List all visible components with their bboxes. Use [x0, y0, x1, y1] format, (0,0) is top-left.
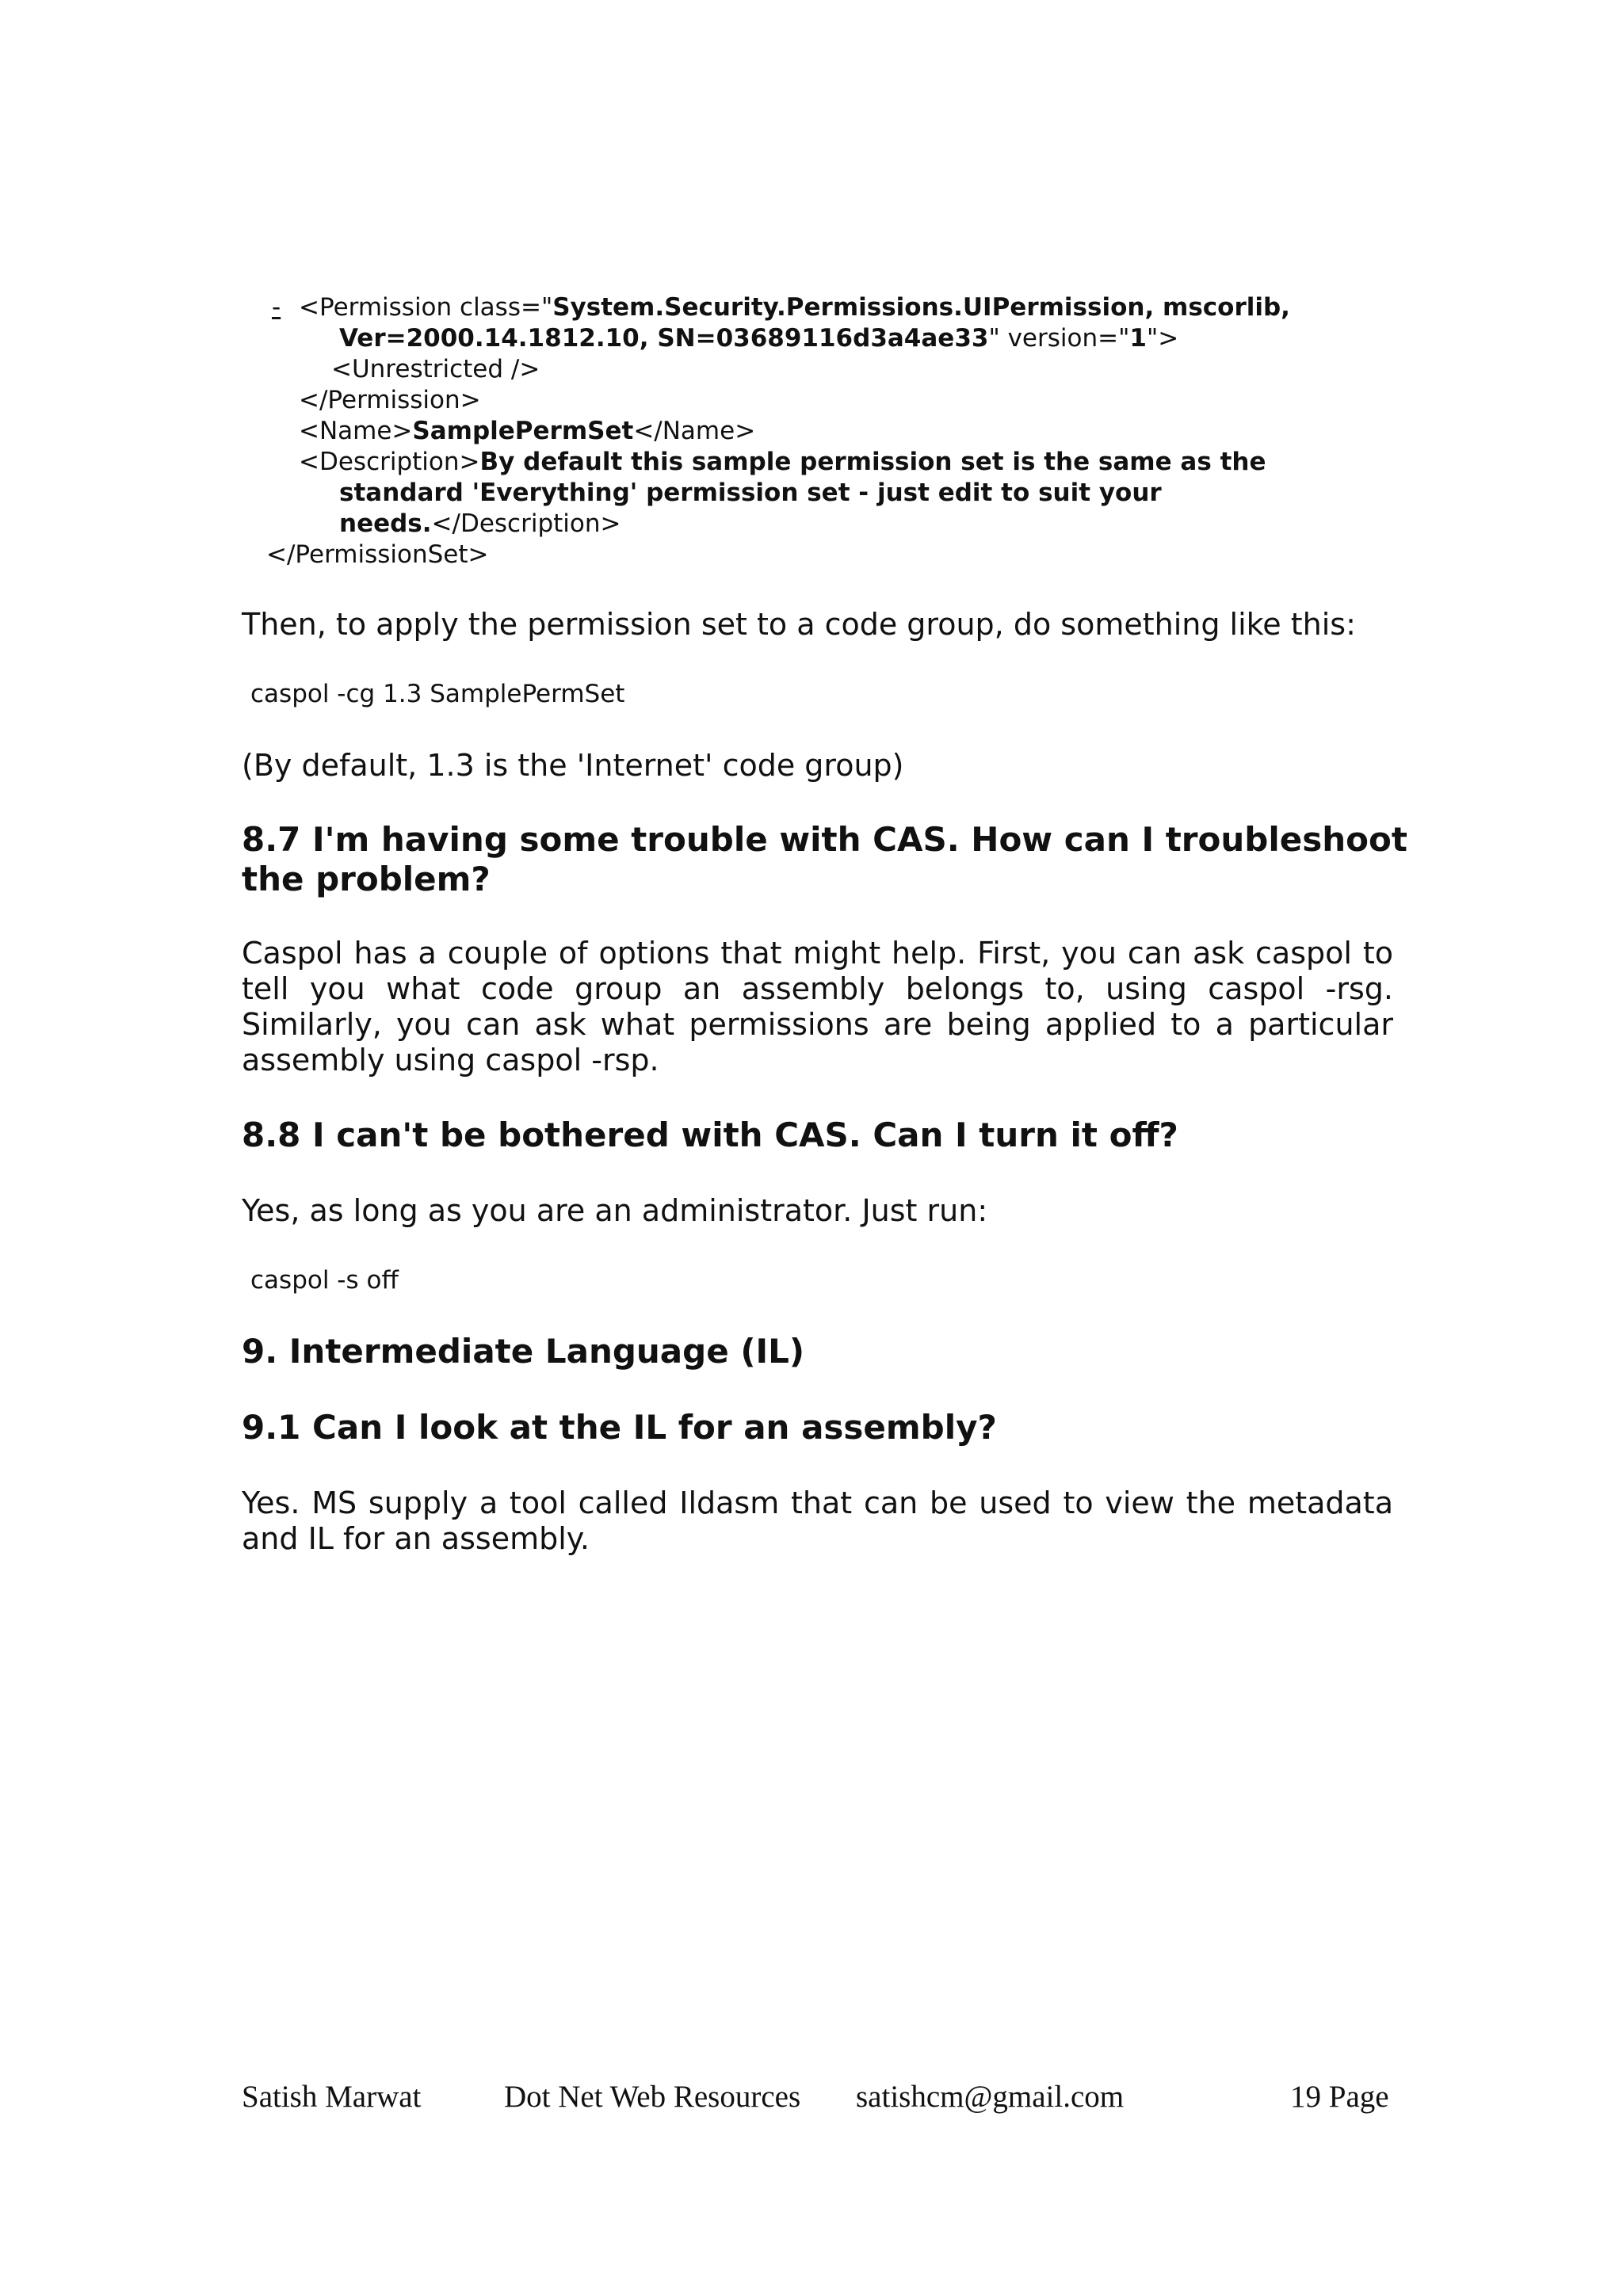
- paragraph-8-7: Caspol has a couple of options that might help. First, you can ask caspol to tell you what code group an assembly belongs to, using caspol -rsg. Similarly, you can ask what permissions are being applied to a particular assembly using caspol -rsp.: [242, 936, 1393, 1077]
- paragraph-9-1: Yes. MS supply a tool called Ildasm that can be used to view the metadata and IL for an assembly.: [242, 1486, 1393, 1556]
- xml-version-prefix: " version=": [988, 324, 1130, 353]
- xml-version-value: 1: [1129, 324, 1147, 353]
- xml-name-open: <Name>: [299, 417, 413, 445]
- heading-9: 9. Intermediate Language (IL): [242, 1332, 805, 1371]
- xml-description-line3: [339, 509, 621, 540]
- xml-permission-open-line2: [339, 323, 1178, 354]
- xml-description-close: </Description>: [431, 509, 621, 538]
- heading-8-8: 8.8 I can't be bothered with CAS. Can I turn it off?: [242, 1116, 1178, 1154]
- xml-description-text2: standard 'Everything' permission set - just edit to suit your: [339, 479, 1162, 507]
- xml-permission-open-tag: <Permission class=": [299, 293, 553, 322]
- xml-permission-class-part2: Ver=2000.14.1812.10, SN=03689116d3a4ae33: [339, 324, 989, 353]
- xml-name-value: SamplePermSet: [412, 417, 634, 445]
- xml-name-line: [299, 416, 755, 447]
- xml-description-text1: By default this sample permission set is the same as the: [479, 448, 1266, 476]
- heading-8-7-line2: the problem?: [242, 860, 491, 898]
- paragraph-8-8: Yes, as long as you are an administrator. Just run:: [242, 1193, 988, 1228]
- xml-description-text3: needs.: [339, 509, 432, 538]
- code-caspol-cg: caspol -cg 1.3 SamplePermSet: [250, 680, 625, 708]
- xml-permission-close: </Permission>: [299, 386, 481, 414]
- xml-permission-open-line1: [299, 292, 1290, 323]
- footer-author: Satish Marwat: [242, 2080, 422, 2114]
- code-caspol-s-off: caspol -s off: [250, 1266, 399, 1295]
- heading-8-7-line1: 8.7 I'm having some trouble with CAS. How can I troubleshoot: [242, 820, 1407, 859]
- xml-permission-class-part1: System.Security.Permissions.UIPermission, mscorlib,: [552, 293, 1290, 322]
- paragraph-default: (By default, 1.3 is the 'Internet' code group): [242, 748, 904, 783]
- xml-unrestricted: <Unrestricted />: [331, 355, 540, 383]
- xml-permissionset-close: </PermissionSet>: [266, 540, 489, 569]
- xml-version-suffix: ">: [1146, 324, 1179, 353]
- xml-description-line1: [299, 447, 1266, 478]
- footer-email[interactable]: satishcm@gmail.com: [856, 2080, 1125, 2114]
- xml-name-close: </Name>: [633, 417, 756, 445]
- collapse-marker[interactable]: -: [272, 293, 281, 322]
- footer-site: Dot Net Web Resources: [504, 2080, 801, 2114]
- xml-description-open: <Description>: [299, 448, 480, 476]
- heading-9-1: 9.1 Can I look at the IL for an assembly?: [242, 1408, 997, 1447]
- paragraph-apply: Then, to apply the permission set to a code group, do something like this:: [242, 607, 1356, 642]
- footer-page-number: 19 Page: [1290, 2080, 1389, 2114]
